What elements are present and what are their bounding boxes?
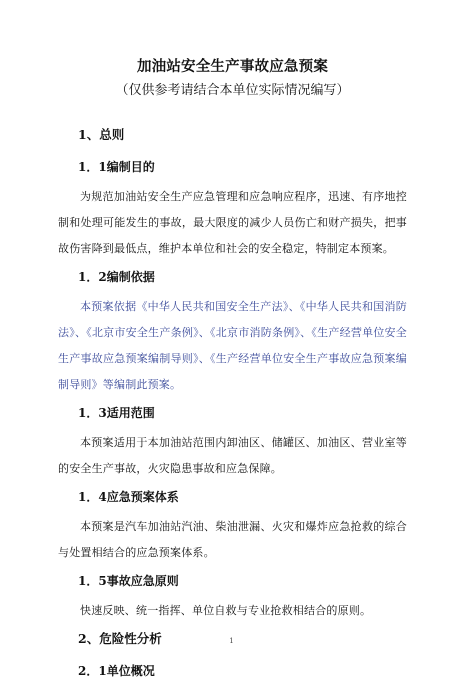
paragraph-principles: 快速反映、统一指挥、单位自救与专业抢救相结合的原则。 [80, 604, 372, 617]
paragraph-purpose: 为规范加油站安全生产应急管理和应急响应程序，迅速、有序地控制和处理可能发生的事故，最大限度的减少人员伤亡和财产损失，把事故伤害降到最低点，维护本单位和社会的安全稳定，特制定本预案。 [58, 190, 407, 255]
subsection-heading-purpose: 1．1编制目的 [78, 160, 155, 174]
document-subtitle: （仅供参考请结合本单位实际情况编写） [115, 83, 350, 98]
paragraph-basis: 本预案依据《中华人民共和国安全生产法》、《中华人民共和国消防法》、《北京市安全生产条例》、《北京市消防条例》、《生产经营单位安全生产事故应急预案编制导则》、《生产经营单位安全生产事故应急预案编制导则》等编制此预案。 [58, 300, 407, 391]
paragraph-scope: 本预案适用于本加油站范围内卸油区、储罐区、加油区、营业室等的安全生产事故，火灾隐患事故和应急保障。 [58, 436, 407, 475]
subsection-heading-principles: 1．5事故应急原则 [78, 574, 179, 588]
subsection-heading-scope: 1．3适用范围 [78, 406, 155, 420]
section-heading-general: 1、总则 [78, 127, 125, 142]
document-title: 加油站安全生产事故应急预案 [136, 58, 329, 75]
paragraph-system: 本预案是汽车加油站汽油、柴油泄漏、火灾和爆炸应急抢救的综合与处置相结合的应急预案体系。 [58, 520, 407, 559]
subsection-heading-overview: 2．1单位概况 [78, 664, 155, 678]
page-number: 1 [229, 637, 234, 645]
subsection-heading-system: 1．4应急预案体系 [78, 490, 179, 504]
section-heading-risk: 2、危险性分析 [78, 631, 162, 646]
subsection-heading-basis: 1．2编制依据 [78, 270, 155, 284]
